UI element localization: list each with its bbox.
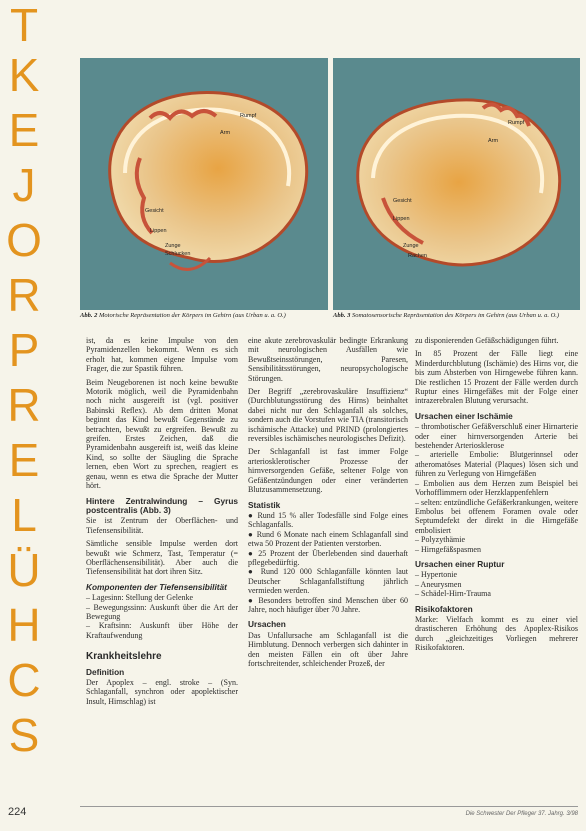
section-heading: Ursachen einer Ischämie xyxy=(415,410,513,421)
figure-label: Gesicht xyxy=(393,198,412,204)
text-column-3 xyxy=(415,336,578,657)
sidebar-letter: T xyxy=(9,0,39,51)
figure-label: Gesicht xyxy=(145,208,164,214)
sidebar-letter: S xyxy=(8,709,40,761)
list-item: ● Rund 15 % aller Todesfälle sind Folge eines Schlaganfalls. xyxy=(248,510,408,530)
figure-caption xyxy=(333,312,580,320)
sidebar-letter: C xyxy=(7,654,41,706)
sidebar-letter: H xyxy=(7,599,41,651)
figure-label: Arm xyxy=(220,130,231,136)
section-heading: Hintere Zentralwindung – Gyrus postcentralis (Abb. 3) xyxy=(86,495,238,515)
sidebar-letter: O xyxy=(6,214,42,266)
figure-label: Rumpf xyxy=(508,120,525,126)
caption-title: Abb. 2 xyxy=(80,312,98,319)
sidebar-letter: Ü xyxy=(7,544,41,596)
list-item: – Bewegungssinn: Auskunft über die Art der Bewegung xyxy=(86,602,238,621)
list-item: – Hypertonie xyxy=(415,570,457,580)
sidebar-letters xyxy=(0,0,48,831)
figure-caption xyxy=(80,312,328,320)
sensory-cortex-figure xyxy=(333,58,580,310)
paragraph: Der Schlaganfall ist fast immer Folge arteriosklerotischer Prozesse der hirnversorgenden Gefäße, seltener Folge von Gefäßentzündungen oder einer veränderten Blutzusammensetzung. xyxy=(248,447,408,495)
paragraph: Marke: Vielfach kommt es zu einer viel drastischeren Erhöhung des Apoplex-Risikos durch „gleichzeitiges Vorliegen mehrerer Risikofaktoren. xyxy=(415,614,578,653)
motor-cortex-illustration xyxy=(80,58,328,310)
list-item: – Schädel-Hirn-Trauma xyxy=(415,589,491,599)
page-number: 224 xyxy=(8,806,27,818)
ruptur-list xyxy=(415,570,578,598)
komponenten-list xyxy=(86,593,238,640)
figure-label: Schlucken xyxy=(165,251,191,257)
list-item: – Polyzythämie xyxy=(415,535,465,545)
section-heading: Definition xyxy=(86,666,125,677)
list-item: – Aneurysmen xyxy=(415,579,462,589)
paragraph: ist, da es keine Impulse von den Pyramidenzellen bekommt. Wenn es sich erholt hat, kommen eigene Impulse vom Frager, die zur Spastik führen. xyxy=(86,336,238,374)
sidebar-letter: R xyxy=(7,379,41,431)
list-item: – Hirngefäßspasmen xyxy=(415,544,481,554)
list-item: – selten: entzündliche Gefäßerkrankungen, weitere Embolus bei offenem Foramen ovale oder Septumdefekt der direkt in die Hirngefäße embolisiert xyxy=(415,497,578,535)
section-heading: Ursachen einer Ruptur xyxy=(415,558,505,569)
sidebar-title xyxy=(0,0,48,831)
sidebar-letter: P xyxy=(8,324,40,376)
list-item: ● Rund 6 Monate nach einem Schlaganfall sind etwa 50 Prozent der Patienten verstorben. xyxy=(248,529,408,549)
list-item: – arterielle Embolie: Blutgerinnsel oder atheromatöses Material (Plaques) lösen sich und führen zu Verlegung von Hirngefäßen xyxy=(415,450,578,479)
list-item: – Lagesinn: Stellung der Gelenke xyxy=(86,593,194,603)
paragraph: Sie ist Zentrum der Oberflächen- und Tiefensensibilität. xyxy=(86,516,238,535)
section-heading: Statistik xyxy=(248,499,281,510)
section-heading xyxy=(86,583,238,592)
caption-title: Abb. 3 xyxy=(333,312,351,319)
figure-label: Lippen xyxy=(393,216,410,222)
major-heading: Krankheitslehre xyxy=(86,651,162,663)
paragraph: Das Unfallursache am Schlaganfall ist die Hirnblutung. Dennoch verbergen sich dahinter in den meisten Fällen ein oft über Jahre fortschreitender, schleichender Prozeß, der xyxy=(248,630,408,668)
paragraph: Der Apoplex – engl. stroke – (Syn. Schlaganfall, synchron oder apoplektischer Insult, Hirnschlag) ist xyxy=(86,678,238,706)
list-item: – thrombotischer Gefäßverschluß einer Hirnarterie oder einer hirnversorgenden Arterie bei bestehender Arteriosklerose xyxy=(415,422,578,451)
section-heading: Ursachen xyxy=(248,619,286,630)
list-item: – Embolien aus dem Herzen zum Beispiel bei Vorhofflimmern oder Herzklappenfehlern xyxy=(415,478,578,498)
figure-label: Rumpf xyxy=(240,113,257,119)
list-item: – Kraftsinn: Auskunft über Höhe der Kraftaufwendung xyxy=(86,621,238,640)
figure-label: Lippen xyxy=(150,228,167,234)
caption-text: Somatosensorische Repräsentation des Körpers im Gehirn (aus Urban u. a. O.) xyxy=(351,312,560,319)
footer-rule xyxy=(80,806,578,807)
footer-citation: Die Schwester Der Pfleger 37. Jahrg. 3/98 xyxy=(465,811,578,817)
sidebar-letter: J xyxy=(12,159,36,211)
paragraph: In 85 Prozent der Fälle liegt eine Minderdurchblutung (Ischämie) des Hirns vor, die bis zum Absterben von Hirngewebe führen kann. Die restlichen 15 Prozent der Fälle werden durch Ruptur eines Hirngefäßes mit der Folge einer intrazerebralen Blutung verursacht. xyxy=(415,349,578,406)
text-column-1 xyxy=(86,336,238,710)
motor-cortex-figure xyxy=(80,58,328,310)
ischaemie-list xyxy=(415,422,578,554)
paragraph: Beim Neugeborenen ist noch keine bewußte Motorik möglich, weil die Pyramidenbahn noch nicht ausgereift ist (vgl. positiver Babinski Reflex). Ab dem dritten Monat beginnt das Kind bewußt Gegenstände zu betrachten, bewußt zu ergreifen. Bewußt zu greifen. Erstes Zeichen, daß die Pyramidenbahn ausgereift ist, weiß das kleine Kind, so sollte der Säugling die Sprache lernen, eben Wort zu sprechen, reagiert es genau, wenn es etwa die Sprache der Mutter hört. xyxy=(86,377,238,491)
list-item: ● Rund 120 000 Schlaganfälle könnten laut Deutscher Schlaganfallstiftung jährlich vermieden werden. xyxy=(248,567,408,596)
paragraph: Sämtliche sensible Impulse werden dort bewußt wie Schmerz, Tast, Temperatur (= Oberflächensensibilität). Aber auch die Tiefensensibilität hat dort ihren Sitz. xyxy=(86,539,238,577)
paragraph: Der Begriff „zerebrovaskuläre Insuffizienz“ (Durchblutungsstörung des Hirns) beinhaltet dabei nicht nur den Schlaganfall als solches, sondern auch die Vorstufen wie TIA (transitorisch ischämische Attacke) und PRIND (prolongiertes reversibles ischämisches neurologisches Defizit). xyxy=(248,387,408,444)
text-column-2 xyxy=(248,336,408,672)
statistik-list xyxy=(248,511,408,614)
figure-label: Zunge xyxy=(403,243,419,249)
list-item: ● Besonders betroffen sind Menschen über 60 Jahre, noch häufiger über 70 Jahre. xyxy=(248,595,408,614)
sidebar-letter: L xyxy=(11,489,37,541)
list-item: ● 25 Prozent der Überlebenden sind dauerhaft pflegebedürftig. xyxy=(248,548,408,567)
figure-label: Arm xyxy=(488,138,499,144)
caption-text: Motorische Repräsentation der Körpers im Gehirn (aus Urban u. a. O.) xyxy=(98,312,286,319)
sidebar-letter: K xyxy=(8,49,40,101)
paragraph: zu disponierenden Gefäßschädigungen führt. xyxy=(415,336,559,345)
sensory-cortex-illustration xyxy=(333,58,580,310)
figure-label: Rachen xyxy=(408,253,427,259)
italic-heading: Komponenten der Tiefensensibilität xyxy=(86,581,227,592)
sidebar-letter: E xyxy=(8,434,40,486)
section-heading: Risikofaktoren xyxy=(415,603,473,614)
figure-label: Zunge xyxy=(165,243,181,249)
paragraph: eine akute zerebrovaskulär bedingte Erkrankung mit neurologischen Ausfällen wie Bewußtseinsstörungen, Paresen, Sensibilitätsstörungen, neuropsychologische Störungen. xyxy=(248,336,408,383)
sidebar-letter: R xyxy=(7,269,41,321)
sidebar-letter: E xyxy=(8,104,40,156)
